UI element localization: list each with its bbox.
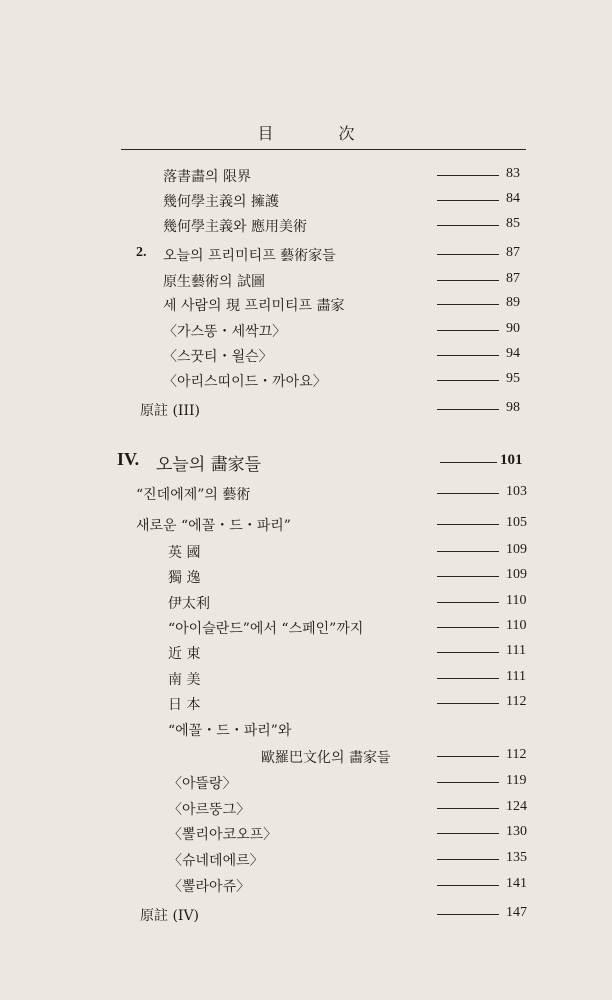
entry-title: 獨 逸 <box>168 570 201 586</box>
toc-entry <box>0 592 612 614</box>
entry-title: 英 國 <box>168 545 201 561</box>
toc-entry <box>0 190 612 212</box>
leader-line <box>437 380 499 381</box>
leader-line <box>437 703 499 704</box>
page-number: 103 <box>506 484 527 499</box>
page-number: 110 <box>506 593 527 608</box>
section-number: 2. <box>136 245 147 260</box>
page-number: 98 <box>506 400 520 415</box>
toc-entry <box>0 514 612 536</box>
page-number: 130 <box>506 824 527 839</box>
toc-entry <box>0 399 612 421</box>
toc-entry <box>0 849 612 871</box>
page-number: 109 <box>506 567 527 582</box>
page-number: 109 <box>506 542 527 557</box>
leader-line <box>437 493 499 494</box>
entry-title: 〈뽈리아코오프〉 <box>168 827 278 843</box>
toc-entry <box>0 345 612 367</box>
entry-title: 〈아리스띠이드・까아요〉 <box>163 374 327 390</box>
toc-entry <box>0 642 612 664</box>
page-number: 87 <box>506 245 520 260</box>
leader-line <box>437 254 499 255</box>
chapter-title: 오늘의 畵家들 <box>156 455 262 475</box>
page-number: 112 <box>506 694 527 709</box>
leader-line <box>437 200 499 201</box>
leader-line <box>437 914 499 915</box>
toc-entry <box>0 320 612 342</box>
entry-title: “아이슬란드”에서 “스페인”까지 <box>168 621 364 637</box>
page-number: 95 <box>506 371 520 386</box>
leader-line <box>437 304 499 305</box>
toc-entry <box>0 668 612 690</box>
page-number: 90 <box>506 321 520 336</box>
entry-title: “진데에제”의 藝術 <box>136 487 251 503</box>
leader-line <box>437 678 499 679</box>
entry-title: 〈슈네데에르〉 <box>168 853 264 869</box>
toc-entry <box>0 693 612 715</box>
entry-title: 原生藝術의 試圖 <box>163 274 265 290</box>
toc-entry <box>0 617 612 639</box>
leader-line <box>437 524 499 525</box>
toc-entry <box>0 904 612 926</box>
page-number: 110 <box>506 618 527 633</box>
leader-line <box>437 280 499 281</box>
entry-title: 오늘의 프리미티프 藝術家들 <box>163 248 336 264</box>
page-title: 目 次 <box>257 124 385 143</box>
toc-entry <box>0 875 612 897</box>
leader-line <box>437 602 499 603</box>
page-number: 147 <box>506 905 527 920</box>
page-number: 112 <box>506 747 527 762</box>
entry-title: “에꼴・드・파리”와 <box>168 723 292 739</box>
page-number: 87 <box>506 271 520 286</box>
toc-entry <box>0 165 612 187</box>
chapter-number: IV. <box>117 449 140 469</box>
entry-title: 幾何學主義와 應用美術 <box>163 219 307 235</box>
leader-line <box>437 409 499 410</box>
entry-title: 原註 (IV) <box>140 908 200 924</box>
entry-title: 原註 (III) <box>140 403 200 419</box>
toc-entry <box>0 566 612 588</box>
page-number: 85 <box>506 216 520 231</box>
entry-title: 세 사람의 現 프리미티프 畵家 <box>163 298 345 314</box>
entry-title: 近 東 <box>168 646 201 662</box>
entry-title: 〈아르뚱그〉 <box>168 802 251 818</box>
leader-line <box>437 808 499 809</box>
entry-title: 새로운 “에꼴・드・파리” <box>136 518 291 534</box>
leader-line <box>437 330 499 331</box>
leader-line <box>440 462 497 463</box>
leader-line <box>437 225 499 226</box>
entry-title: 〈뽈라아쥬〉 <box>168 879 251 895</box>
toc-entry <box>0 541 612 563</box>
entry-title: 幾何學主義의 擁護 <box>163 194 279 210</box>
leader-line <box>437 756 499 757</box>
page-number: 111 <box>506 669 526 684</box>
toc-chapter <box>0 449 612 475</box>
page-number: 141 <box>506 876 527 891</box>
toc-entry <box>0 370 612 392</box>
page-number: 89 <box>506 295 520 310</box>
toc-entry <box>0 823 612 845</box>
page-number: 135 <box>506 850 527 865</box>
leader-line <box>437 175 499 176</box>
leader-line <box>437 782 499 783</box>
entry-title: 伊太利 <box>168 596 210 612</box>
entry-title: 落書畵의 限界 <box>163 169 251 185</box>
leader-line <box>437 627 499 628</box>
leader-line <box>437 551 499 552</box>
toc-entry <box>0 772 612 794</box>
leader-line <box>437 652 499 653</box>
leader-line <box>437 859 499 860</box>
page-number: 101 <box>500 452 523 468</box>
page-number: 124 <box>506 799 527 814</box>
toc-entry <box>0 746 612 768</box>
toc-entry <box>0 483 612 505</box>
entry-title: 〈스꿋티・윌슨〉 <box>163 349 273 365</box>
toc-entry <box>0 294 612 316</box>
entry-title: 南 美 <box>168 672 201 688</box>
page-number: 84 <box>506 191 520 206</box>
toc-entry <box>0 215 612 237</box>
toc-entry <box>0 270 612 292</box>
leader-line <box>437 355 499 356</box>
toc-entry <box>0 719 612 741</box>
page-number: 83 <box>506 166 520 181</box>
page-number: 94 <box>506 346 520 361</box>
leader-line <box>437 833 499 834</box>
page-number: 105 <box>506 515 527 530</box>
entry-title: 日 本 <box>168 697 201 713</box>
toc-section <box>0 244 612 266</box>
page-number: 119 <box>506 773 527 788</box>
entry-title: 〈아뜰랑〉 <box>168 776 237 792</box>
entry-title: 歐羅巴文化의 畵家들 <box>261 750 391 766</box>
page-number: 111 <box>506 643 526 658</box>
toc-entry <box>0 798 612 820</box>
leader-line <box>437 885 499 886</box>
entry-title: 〈가스똥・세싹끄〉 <box>163 324 287 340</box>
leader-line <box>437 576 499 577</box>
